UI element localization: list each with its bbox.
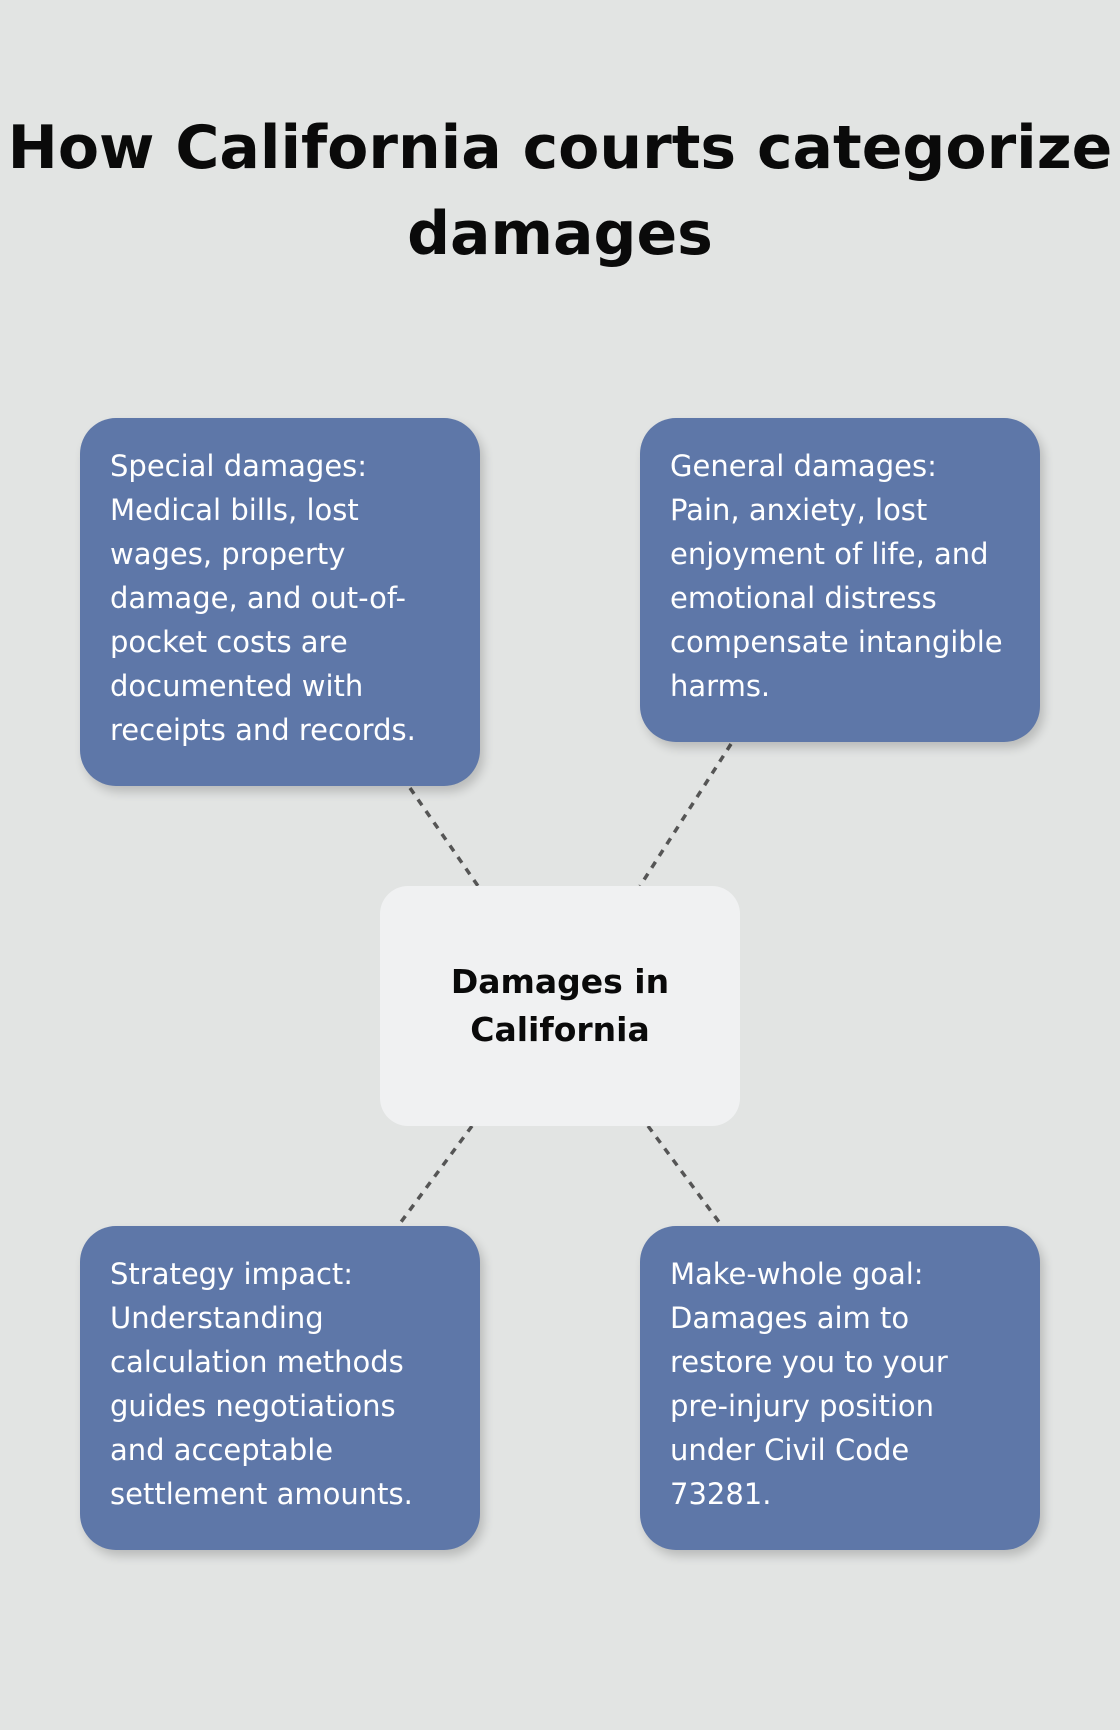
- card-text: Special damages: Medical bills, lost wages, property damage, and out-of-pocket costs are documented with receipts and records.: [110, 449, 416, 747]
- card-make-whole-goal: [640, 1226, 1040, 1550]
- page-title: How California courts categorize damages: [7, 113, 1113, 269]
- connector-top-left: [410, 788, 478, 886]
- connector-top-right: [640, 744, 731, 886]
- card-text: Make-whole goal: Damages aim to restore you to your pre-injury position under Civil Code 73281.: [670, 1257, 948, 1511]
- card-text: General damages: Pain, anxiety, lost enjoyment of life, and emotional distress compensate intangible harms.: [670, 449, 1003, 703]
- center-label: Damages in California: [450, 962, 670, 1049]
- connector-bottom-left: [398, 1126, 472, 1226]
- center-node: [380, 886, 740, 1126]
- card-special-damages: [80, 418, 480, 786]
- card-text: Strategy impact: Understanding calculation methods guides negotiations and acceptable settlement amounts.: [110, 1257, 413, 1511]
- connector-bottom-right: [648, 1126, 722, 1226]
- card-strategy-impact: [80, 1226, 480, 1550]
- card-general-damages: [640, 418, 1040, 742]
